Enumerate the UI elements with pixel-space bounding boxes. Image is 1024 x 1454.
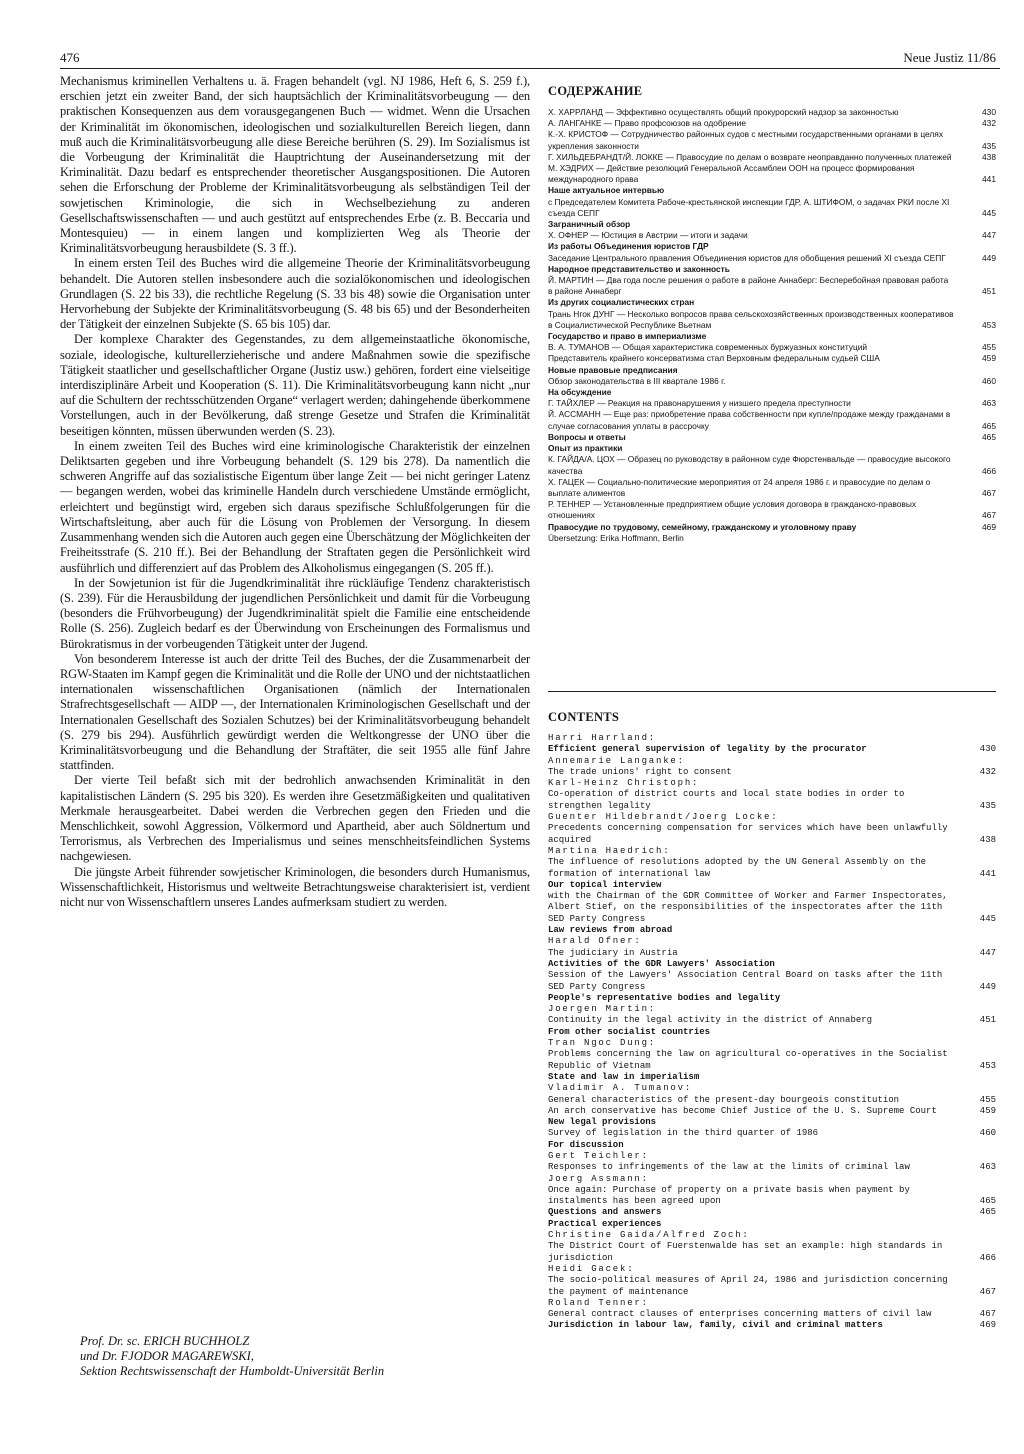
toc-entry-title: Session of the Lawyers' Association Central Board on tasks after the 11th SED Party Congress bbox=[548, 970, 943, 992]
toc-entry bbox=[548, 152, 996, 163]
toc-entry-title: Народное представительство и законность bbox=[548, 263, 730, 274]
header-rule bbox=[60, 68, 1000, 69]
toc-entry bbox=[548, 376, 996, 387]
toc-entry bbox=[548, 756, 996, 767]
toc-entry-page: 430 bbox=[979, 744, 996, 755]
toc-entry-title: Activities of the GDR Lawyers' Association bbox=[548, 958, 775, 969]
toc-entry bbox=[548, 533, 996, 544]
toc-entry-page: 441 bbox=[982, 174, 996, 185]
article-paragraph: Der komplexe Charakter des Gegenstandes, zu dem allgemeinstaatliche ökonomische, soziale, ideologische, kulturellerzieherische und andere Maßnahmen sowie die spezifische Tätigkeit staatlicher und gesellschaftlicher Organe (Justiz usw.) gehören, fordert eine vielseitige interdisziplinäre Arbeit und Kooperation (S. 11). Die Kriminalitätsvorbeugung kann nicht „nur auf die Schultern der rechtsschützenden Organe“ verlagert werden; dahingehende überkommene Vorstellungen, auch in der Bevölkerung, daß strenge Gesetze und Strafen die Kriminalität beseitigen könnten, müssen überwunden werden (S. 23). bbox=[60, 332, 530, 438]
toc-entry bbox=[548, 365, 996, 376]
toc-entry-title: Law reviews from abroad bbox=[548, 925, 673, 936]
toc-entry-title: Х. ХАРРЛАНД — Эффективно осуществлять общий прокурорский надзор за законностью bbox=[548, 107, 899, 117]
toc-entry-title: Roland Tenner: bbox=[548, 1297, 649, 1308]
toc-entry bbox=[548, 846, 996, 857]
toc-entry-page: 459 bbox=[982, 353, 996, 364]
toc-entry-page: 469 bbox=[982, 521, 996, 532]
toc-entry-title: An arch conservative has become Chief Justice of the U. S. Supreme Court bbox=[548, 1105, 937, 1116]
toc-entry bbox=[548, 1320, 996, 1331]
toc-entry-title: К.-Х. КРИСТОФ — Сотрудничество районных судов с местными государственными органами в целях укрепления законности bbox=[548, 129, 944, 151]
toc-entry-title: А. ЛАНГАНКЕ — Право профсоюзов на одобрение bbox=[548, 118, 746, 129]
toc-entry bbox=[548, 1117, 996, 1128]
toc-entry-page: 465 bbox=[982, 420, 996, 431]
toc-entry bbox=[548, 1264, 996, 1275]
toc-entry bbox=[548, 1162, 996, 1173]
toc-entry-page: 467 bbox=[979, 1286, 996, 1297]
toc-entry-title: Г. ХИЛЬДЕБРАНДТ/Й. ЛОККЕ — Правосудие по делам о возврате неоправданно полученных платежей bbox=[548, 151, 952, 162]
toc-entry-title: Questions and answers bbox=[548, 1207, 662, 1218]
toc-entry bbox=[548, 970, 996, 993]
toc-entry-page: 449 bbox=[982, 252, 996, 263]
toc-entry bbox=[548, 1106, 996, 1117]
toc-entry-page: 453 bbox=[979, 1060, 996, 1071]
contents-ru-title: СОДЕРЖАНИЕ bbox=[548, 84, 643, 98]
toc-entry-title: Й. АССМАНН — Еще раз: приобретение права собственности при купле/продаже между гражданами в случае согласования уплаты в рассрочку bbox=[548, 409, 951, 431]
toc-entry bbox=[548, 1151, 996, 1162]
toc-entry bbox=[548, 409, 996, 431]
toc-entry-page: 430 bbox=[982, 107, 996, 117]
toc-entry bbox=[548, 1095, 996, 1106]
toc-entry-title: Правосудие по трудовому, семейному, гражданскому и уголовному праву bbox=[548, 521, 857, 532]
toc-entry-title: Annemarie Langanke: bbox=[548, 755, 685, 766]
toc-entry-page: 459 bbox=[979, 1105, 996, 1116]
signature-line: Prof. Dr. sc. ERICH BUCHHOLZ bbox=[80, 1334, 250, 1348]
toc-entry bbox=[548, 1298, 996, 1309]
toc-entry-page: 441 bbox=[979, 868, 996, 879]
contents-english bbox=[548, 710, 996, 1332]
toc-entry-page: 465 bbox=[979, 1196, 996, 1207]
toc-entry bbox=[548, 1207, 996, 1218]
toc-entry bbox=[548, 993, 996, 1004]
article-paragraph: In der Sowjetunion ist für die Jugendkriminalität ihre rückläufige Tendenz charakteristisch (S. 239). Für die Herausbildung der jugendlichen Persönlichkeit und damit für die Vorbeugung (besonders die Frühvorbeugung) der Jugendkriminalität spielt die Familie eine entscheidende Rolle (S. 256). Zugleich bedarf es der Überwindung von Erscheinungen des Formalismus und Bürokratismus in der vorbeugenden Tätigkeit unter der Jugend. bbox=[60, 575, 530, 651]
toc-entry-page: 435 bbox=[979, 800, 996, 811]
toc-entry-title: Государство и право в империализме bbox=[548, 331, 707, 342]
toc-entry-title: Christine Gaida/Alfred Zoch: bbox=[548, 1230, 750, 1241]
toc-entry bbox=[548, 1072, 996, 1083]
toc-entry-page: 445 bbox=[979, 913, 996, 924]
toc-entry-title: The influence of resolutions adopted by the UN General Assembly on the formation of international law bbox=[548, 857, 927, 879]
toc-entry-page: 455 bbox=[979, 1094, 996, 1105]
toc-entry-title: with the Chairman of the GDR Committee of Worker and Farmer Inspectorates, Albert Stief, on the responsibilities of the inspectorates after the 11th SED Party Congress bbox=[548, 891, 948, 924]
toc-entry-page: 438 bbox=[979, 834, 996, 845]
toc-entry-page: 435 bbox=[982, 140, 996, 151]
toc-entry-title: Karl-Heinz Christoph: bbox=[548, 778, 700, 789]
toc-entry-title: Й. МАРТИН — Два года после решения о работе в районе Аннаберг: Бесперебойная правовая работа в районе Аннаберг bbox=[548, 275, 949, 297]
toc-entry-title: Guenter Hildebrandt/Joerg Locke: bbox=[548, 812, 779, 823]
toc-entry-title: Наше актуальное интервью bbox=[548, 185, 665, 196]
toc-entry-title: Заседание Центрального правления Объединения юристов для обобщения решений XI съезда СЕПГ bbox=[548, 252, 946, 263]
toc-entry-page: 460 bbox=[982, 375, 996, 386]
toc-entry-title: На обсуждение bbox=[548, 387, 612, 398]
toc-entry-title: Новые правовые предписания bbox=[548, 364, 678, 375]
article-paragraph: Mechanismus kriminellen Verhaltens u. ä. Fragen behandelt (vgl. NJ 1986, Heft 6, S. 259 f.), erschien jetzt ein zweiter Band, der sich hauptsächlich der Kriminalitätsvorbeugung — den praktischen Konsequenzen aus dem vorausgegangenen Buch — widmet. Wenn die Ursachen der Kriminalität im ökonomischen, ideologischen und sozialkulturellen Bereich liegen, dann muß auch die Kriminalitätsvorbeugung alle diese Bereiche berühren (S. 29). Im Sozialismus ist die Vorbeugung der Kriminalität die Hauptrichtung der Auseinandersetzung mit der Kriminalität. Dazu bedarf es entsprechender theoretischer Ausgangspositionen. Die Autoren sehen die Erforschung der Probleme der Kriminalitätsvorbeugung als selbständigen Teil der sowjetischen Kriminologie, die sich in Wechselbeziehung zu anderen Gesellschaftswissenschaften — und auch gestützt auf entsprechendes Erbe (z. B. Beccaria und Montesquieu) — in einem langen und komplizierten Weg als Theorie der Kriminalitätsvorbeugung herausbildete (S. 3 ff.). bbox=[60, 74, 530, 256]
toc-entry bbox=[548, 857, 996, 880]
toc-entry bbox=[548, 1038, 996, 1049]
toc-entry bbox=[548, 454, 996, 476]
toc-entry-title: Martina Haedrich: bbox=[548, 845, 671, 856]
article-paragraph: Der vierte Teil befaßt sich mit der bedrohlich anwachsenden Kriminalität in den kapitalistischen Ländern (S. 295 bis 320). Es werden ihre Gesetzmäßigkeiten und qualitativen Merkmale herausgearbeitet. Dabei werden die Verbrechen gegen den Frieden und die Menschlichkeit, sowohl Aggression, Völkermord und Apartheid, aber auch Söldnertum und Terrorismus, als Verbrechen des Imperialismus und seines menschheitsfeindlichen Systems nachgewiesen. bbox=[60, 773, 530, 864]
toc-entry-title: Survey of legislation in the third quarter of 1986 bbox=[548, 1128, 819, 1139]
toc-entry bbox=[548, 107, 996, 118]
toc-entry-title: From other socialist countries bbox=[548, 1026, 711, 1037]
toc-entry-title: The trade unions' right to consent bbox=[548, 766, 732, 777]
article-paragraph: Von besonderem Interesse ist auch der dritte Teil des Buches, der die Zusammenarbeit der RGW-Staaten im Kampf gegen die Kriminalität und die Rolle der UNO und der nichtstaatlichen internationalen wissenschaftlichen Organisationen (nämlich der Internationalen Strafrechtsgesellschaft — AIDP —, der Internationalen Kriminologischen Gesellschaft und der Internationalen Gesellschaft des Sozialen Schutzes) bei der Kriminalitätsvorbeugung behandelt (S. 279 bis 294). Ausführlich gewürdigt werden die Weltkongresse der UNO über die Kriminalitätsvorbeugung und die Behandlung der Straftäter, die seit 1955 alle fünf Jahre stattfinden. bbox=[60, 651, 530, 773]
toc-entry bbox=[548, 1309, 996, 1320]
toc-entry bbox=[548, 1230, 996, 1241]
toc-entry-page: 465 bbox=[979, 1207, 996, 1218]
toc-entry-title: Заграничный обзор bbox=[548, 219, 631, 230]
toc-entry bbox=[548, 264, 996, 275]
toc-entry-title: Трань Нгок ДУНГ — Несколько вопросов права сельскохозяйственных производственных кооперативов в Социалистической Республике Вьетнам bbox=[548, 308, 954, 330]
toc-entry-title: State and law in imperialism bbox=[548, 1071, 700, 1082]
toc-entry-title: People's representative bodies and legality bbox=[548, 992, 781, 1003]
toc-entry bbox=[548, 959, 996, 970]
toc-entry-page: 451 bbox=[979, 1015, 996, 1026]
toc-entry-page: 465 bbox=[982, 431, 996, 442]
toc-entry bbox=[548, 767, 996, 778]
page-number: 476 bbox=[60, 50, 80, 65]
toc-entry-title: Jurisdiction in labour law, family, civil and criminal matters bbox=[548, 1320, 883, 1331]
toc-entry-page: 453 bbox=[982, 319, 996, 330]
toc-entry-title: Efficient general supervision of legality by the procurator bbox=[548, 744, 867, 755]
toc-entry bbox=[548, 880, 996, 891]
toc-entry-title: В. А. ТУМАНОВ — Общая характеристика современных буржуазных конституций bbox=[548, 342, 868, 353]
article-column bbox=[60, 74, 530, 910]
toc-entry-title: Continuity in the legal activity in the district of Annaberg bbox=[548, 1015, 873, 1026]
toc-entry-title: Gert Teichler: bbox=[548, 1150, 649, 1161]
contents-russian bbox=[548, 84, 996, 674]
toc-entry-title: Г. ТАЙХЛЕР — Реакция на правонарушения у низшего предела преступности bbox=[548, 398, 851, 409]
toc-entry-title: Joergen Martin: bbox=[548, 1004, 657, 1015]
toc-entry-title: Р. ТЕННЕР — Установленные предприятием общие условия договора в гражданско-правовых отношениях bbox=[548, 499, 917, 521]
toc-entry bbox=[548, 432, 996, 443]
toc-entry-page: 460 bbox=[979, 1128, 996, 1139]
toc-entry-title: Вопросы и ответы bbox=[548, 431, 626, 442]
toc-entry-title: The District Court of Fuerstenwalde has set an example: high standards in jurisdiction bbox=[548, 1241, 943, 1263]
toc-entry-page: 467 bbox=[982, 487, 996, 498]
toc-entry bbox=[548, 331, 996, 342]
toc-entry-page: 447 bbox=[982, 230, 996, 241]
toc-entry bbox=[548, 1241, 996, 1264]
toc-entry-page: 463 bbox=[982, 398, 996, 409]
toc-entry-title: Our topical interview bbox=[548, 879, 662, 890]
toc-entry bbox=[548, 1219, 996, 1230]
toc-entry bbox=[548, 163, 996, 185]
signature-line: und Dr. FJODOR MAGAREWSKI, bbox=[80, 1349, 254, 1363]
toc-entry-title: For discussion bbox=[548, 1139, 624, 1150]
signature-line: Sektion Rechtswissenschaft der Humboldt-Universität Berlin bbox=[80, 1364, 385, 1378]
toc-entry bbox=[548, 789, 996, 812]
toc-entry-page: 463 bbox=[979, 1162, 996, 1173]
toc-entry-title: Обзор законодательства в III квартале 1986 г. bbox=[548, 375, 726, 386]
toc-entry-title: General contract clauses of enterprises concerning matters of civil law bbox=[548, 1309, 932, 1320]
toc-entry-title: Из работы Объединения юристов ГДР bbox=[548, 241, 709, 252]
journal-issue: Neue Justiz 11/86 bbox=[903, 50, 996, 65]
toc-entry-title: Joerg Assmann: bbox=[548, 1173, 649, 1184]
toc-entry bbox=[548, 129, 996, 151]
toc-entry-page: 466 bbox=[982, 465, 996, 476]
toc-entry-title: Х. ОФНЕР — Юстиция в Австрии — итоги и задачи bbox=[548, 230, 748, 241]
toc-entry-title: Из других социалистических стран bbox=[548, 297, 695, 308]
toc-entry bbox=[548, 1275, 996, 1298]
article-paragraph: Die jüngste Arbeit führender sowjetischer Kriminologen, die besonders durch Humanismus, Wissenschaftlichkeit, Historismus und weltweite Betrachtungsweise charakterisiert ist, verdient nicht nur von Wissenschaftlern unseres Landes aufmerksam studiert zu werden. bbox=[60, 864, 530, 909]
toc-entry bbox=[548, 891, 996, 925]
contents-ru-list bbox=[548, 107, 996, 544]
article-paragraph: In einem ersten Teil des Buches wird die allgemeine Theorie der Kriminalitätsvorbeugung behandelt. Die Autoren stellen insbesondere auch die sozialökonomischen und ideologischen Grundlagen (S. 22 bis 33), die rechtliche Regelung (S. 33 bis 48) sowie die Organisation unter Hervorhebung der Subjekte der Kriminalitätsvorbeugung (S. 48 bis 65) und der Besonderheiten der Tätigkeit der einzelnen Subjekte (S. 65 bis 105) dar. bbox=[60, 256, 530, 332]
toc-entry bbox=[548, 1128, 996, 1139]
toc-entry bbox=[548, 275, 996, 297]
toc-entry bbox=[548, 1140, 996, 1151]
toc-entry bbox=[548, 522, 996, 533]
toc-entry-title: Harald Ofner: bbox=[548, 936, 642, 947]
contents-en-list bbox=[548, 733, 996, 1332]
toc-entry-page: 432 bbox=[982, 118, 996, 129]
toc-entry-title: Precedents concerning compensation for services which have been unlawfully acquired bbox=[548, 823, 948, 845]
toc-entry-title: General characteristics of the present-day bourgeois constitution bbox=[548, 1094, 900, 1105]
toc-entry bbox=[548, 253, 996, 264]
toc-entry bbox=[548, 197, 996, 219]
toc-entry bbox=[548, 309, 996, 331]
toc-entry-page: 432 bbox=[979, 766, 996, 777]
toc-entry-title: Х. ГАЦЕК — Социально-политические мероприятия от 24 апреля 1986 г. и правосудие по делам о выплате алиментов bbox=[548, 476, 931, 498]
toc-entry-title: Опыт из практики bbox=[548, 443, 623, 454]
toc-entry-page: 467 bbox=[979, 1309, 996, 1320]
toc-entry-page: 438 bbox=[982, 151, 996, 162]
toc-entry bbox=[548, 342, 996, 353]
toc-entry-title: Harri Harrland: bbox=[548, 733, 657, 743]
toc-entry bbox=[548, 499, 996, 521]
toc-entry bbox=[548, 387, 996, 398]
toc-entry bbox=[548, 1004, 996, 1015]
toc-entry-title: Once again: Purchase of property on a private basis when payment by instalments has been agreed upon bbox=[548, 1184, 910, 1207]
toc-entry-title: Представитель крайнего консерватизма стал Верховным федеральным судьей США bbox=[548, 353, 880, 364]
toc-entry bbox=[548, 1185, 996, 1208]
toc-entry-title: с Председателем Комитета Рабоче-крестьянской инспекции ГДР, А. ШТИФОМ, о задачах РКИ после XI съезда СЕПГ bbox=[548, 196, 950, 218]
toc-entry-title: Übersetzung: Erika Hoffmann, Berlin bbox=[548, 532, 684, 543]
toc-entry-page: 447 bbox=[979, 947, 996, 958]
toc-entry bbox=[548, 477, 996, 499]
toc-entry bbox=[548, 185, 996, 196]
toc-entry bbox=[548, 948, 996, 959]
toc-entry bbox=[548, 353, 996, 364]
toc-entry-page: 455 bbox=[982, 342, 996, 353]
toc-entry-title: К. ГАЙДА/А. ЦОХ — Образец по руководству в районном суде Фюрстенвальде — правосудие высокого качества bbox=[548, 454, 951, 476]
toc-entry-title: The socio-political measures of April 24, 1986 and jurisdiction concerning the payment of maintenance bbox=[548, 1275, 948, 1297]
toc-entry-title: Problems concerning the law on agricultural co-operatives in the Socialist Republic of Vietnam bbox=[548, 1049, 948, 1071]
toc-entry-page: 466 bbox=[979, 1252, 996, 1263]
toc-entry bbox=[548, 1049, 996, 1072]
contents-en-title: CONTENTS bbox=[548, 710, 620, 724]
toc-entry-title: Tran Ngoc Dung: bbox=[548, 1038, 657, 1049]
toc-entry bbox=[548, 812, 996, 823]
toc-entry-title: М. ХЭДРИХ — Действие резолюций Генеральной Ассамблеи ООН на процесс формирования международного права bbox=[548, 163, 915, 185]
toc-entry-title: Heidi Gacek: bbox=[548, 1263, 635, 1274]
contents-column bbox=[548, 84, 996, 1332]
toc-entry-page: 451 bbox=[982, 286, 996, 297]
toc-entry-page: 449 bbox=[979, 981, 996, 992]
toc-entry bbox=[548, 778, 996, 789]
toc-entry bbox=[548, 1083, 996, 1094]
toc-entry-title: Co-operation of district courts and local state bodies in order to strengthen legality bbox=[548, 789, 905, 811]
toc-entry bbox=[548, 733, 996, 744]
toc-entry bbox=[548, 1174, 996, 1185]
toc-entry bbox=[548, 744, 996, 755]
toc-entry bbox=[548, 241, 996, 252]
toc-entry-page: 467 bbox=[982, 510, 996, 521]
toc-entry bbox=[548, 1027, 996, 1038]
toc-entry-title: Vladimir A. Tumanov: bbox=[548, 1083, 693, 1094]
section-divider bbox=[548, 691, 996, 692]
toc-entry bbox=[548, 936, 996, 947]
toc-entry bbox=[548, 925, 996, 936]
toc-entry-page: 469 bbox=[979, 1320, 996, 1331]
toc-entry-title: New legal provisions bbox=[548, 1117, 657, 1128]
toc-entry bbox=[548, 1015, 996, 1026]
toc-entry-title: Responses to infringements of the law at the limits of criminal law bbox=[548, 1162, 910, 1173]
toc-entry bbox=[548, 297, 996, 308]
toc-entry-title: Practical experiences bbox=[548, 1218, 662, 1229]
toc-entry bbox=[548, 398, 996, 409]
article-paragraph: In einem zweiten Teil des Buches wird eine kriminologische Charakteristik der einzelnen Deliktsarten gegeben und ihre Vorbeugung behandelt (S. 129 bis 278). Da namentlich die schweren Angriffe auf das sozialistische Eigentum über lange Zeit — bei nicht geringer Latenz — begangen werden, wobei das kriminelle Handeln durch verschiedene Umstände ermöglicht, erleichtert und begünstigt wird, ergeben sich daraus spezifische Schlußfolgerungen für die Wirtschaftsleitung, aber auch für die Lösung von Problemen der Versorgung. In diesem Zusammenhang wenden sich die Autoren auch gegen eine Überschätzung der Möglichkeiten der Freiheitsstrafe (S. 210 ff.). Bei der Behandlung der Straftaten gegen die Persönlichkeit wird ausführlich und differenziert auf das Problem des Alkoholismus eingegangen (S. 205 ff.). bbox=[60, 438, 530, 575]
toc-entry bbox=[548, 823, 996, 846]
toc-entry-title: The judiciary in Austria bbox=[548, 947, 678, 958]
toc-entry bbox=[548, 118, 996, 129]
toc-entry-page: 445 bbox=[982, 207, 996, 218]
author-signature bbox=[80, 1334, 540, 1379]
toc-entry bbox=[548, 230, 996, 241]
toc-entry bbox=[548, 443, 996, 454]
toc-entry bbox=[548, 219, 996, 230]
